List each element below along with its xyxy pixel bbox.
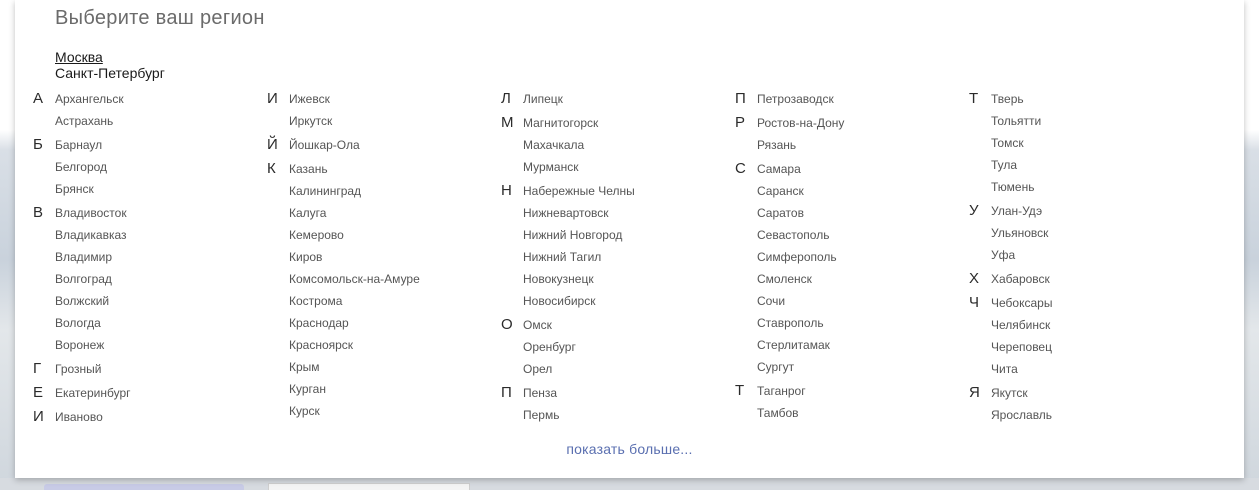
letter-group	[969, 200, 1199, 266]
city-link[interactable]: Волгоград	[55, 272, 112, 286]
city-link[interactable]: Киров	[289, 250, 323, 264]
city-link[interactable]: Пенза	[523, 386, 558, 400]
city-link[interactable]: Грозный	[55, 362, 102, 376]
city-link[interactable]: Астрахань	[55, 114, 114, 128]
letter-group	[735, 112, 965, 156]
city-link[interactable]: Белгород	[55, 160, 108, 174]
city-link[interactable]: Кемерово	[289, 228, 344, 242]
letter-group	[969, 382, 1199, 426]
city-link[interactable]: Иваново	[55, 410, 103, 424]
city-link[interactable]: Рязань	[757, 138, 797, 152]
group-letter: Т	[969, 90, 979, 107]
city-column	[969, 88, 1199, 428]
group-letter: С	[735, 160, 746, 177]
group-letter: Р	[735, 114, 746, 131]
city-link[interactable]: Вологда	[55, 316, 101, 330]
letter-group	[33, 202, 263, 356]
city-column	[33, 88, 263, 430]
city-link[interactable]: Якутск	[991, 386, 1028, 400]
group-letter: И	[267, 90, 278, 107]
city-link[interactable]: Томск	[991, 136, 1024, 150]
city-link[interactable]: Крым	[289, 360, 320, 374]
city-link[interactable]: Чебоксары	[991, 296, 1053, 310]
popular-cities	[55, 49, 165, 81]
city-link[interactable]: Йошкар-Ола	[289, 138, 360, 152]
city-link[interactable]: Тюмень	[991, 180, 1035, 194]
city-link[interactable]: Самара	[757, 162, 801, 176]
group-letter: К	[267, 160, 276, 177]
letter-group	[267, 158, 497, 422]
letter-group	[267, 88, 497, 132]
city-link[interactable]: Нижний Новгород	[523, 228, 623, 242]
city-link[interactable]: Омск	[523, 318, 552, 332]
group-letter: П	[501, 384, 512, 401]
city-link[interactable]: Смоленск	[757, 272, 812, 286]
city-link[interactable]: Севастополь	[757, 228, 830, 242]
city-link[interactable]: Уфа	[991, 248, 1016, 262]
city-link[interactable]: Сургут	[757, 360, 795, 374]
group-letter: Т	[735, 382, 745, 399]
city-link[interactable]: Череповец	[991, 340, 1052, 354]
city-link[interactable]: Екатеринбург	[55, 386, 131, 400]
city-link[interactable]: Махачкала	[523, 138, 585, 152]
city-link[interactable]: Ульяновск	[991, 226, 1049, 240]
city-link[interactable]: Курск	[289, 404, 320, 418]
city-link[interactable]: Саранск	[757, 184, 804, 198]
group-letter: Л	[501, 90, 511, 107]
city-link[interactable]: Магнитогорск	[523, 116, 599, 130]
letter-group	[267, 134, 497, 156]
city-link[interactable]: Новосибирск	[523, 294, 596, 308]
group-letter: Е	[33, 384, 44, 401]
city-link[interactable]: Владикавказ	[55, 228, 127, 242]
city-link[interactable]: Сочи	[757, 294, 786, 308]
city-link[interactable]: Кострома	[289, 294, 343, 308]
city-link[interactable]: Липецк	[523, 92, 563, 106]
city-link[interactable]: Калуга	[289, 206, 327, 220]
show-more-link[interactable]: показать больше...	[566, 441, 693, 457]
group-letter: Й	[267, 136, 278, 153]
group-letter: Г	[33, 360, 42, 377]
city-link[interactable]: Челябинск	[991, 318, 1051, 332]
group-letter: П	[735, 90, 746, 107]
city-link[interactable]: Владимир	[55, 250, 113, 264]
city-link[interactable]: Чита	[991, 362, 1018, 376]
letter-group	[33, 358, 263, 380]
letter-group	[969, 88, 1199, 198]
city-link[interactable]: Брянск	[55, 182, 94, 196]
region-select-popup	[15, 0, 1244, 478]
city-link[interactable]: Калининград	[289, 184, 362, 198]
group-letter: В	[33, 204, 44, 221]
group-letter: У	[969, 202, 979, 219]
city-link[interactable]: Тольятти	[991, 114, 1042, 128]
city-link[interactable]: Стерлитамак	[757, 338, 830, 352]
popular-city-link[interactable]: Санкт-Петербург	[55, 65, 165, 81]
city-link[interactable]: Орел	[523, 362, 553, 376]
popular-city-link[interactable]: Москва	[55, 49, 103, 65]
group-letter: М	[501, 114, 514, 131]
city-link[interactable]: Иркутск	[289, 114, 333, 128]
city-column	[267, 88, 497, 424]
city-link[interactable]: Тула	[991, 158, 1018, 172]
city-link[interactable]: Казань	[289, 162, 328, 176]
city-link[interactable]: Саратов	[757, 206, 804, 220]
city-link[interactable]: Владивосток	[55, 206, 127, 220]
letter-group	[969, 268, 1199, 290]
group-letter: О	[501, 316, 513, 333]
city-link[interactable]: Ярославль	[991, 408, 1053, 422]
letter-group	[501, 112, 731, 178]
city-link[interactable]: Нижний Тагил	[523, 250, 602, 264]
group-letter: А	[33, 90, 44, 107]
popup-title: Выберите ваш регион	[55, 7, 265, 29]
city-link[interactable]: Краснодар	[289, 316, 349, 330]
city-link[interactable]: Пермь	[523, 408, 560, 422]
city-link[interactable]: Мурманск	[523, 160, 579, 174]
city-link[interactable]: Курган	[289, 382, 326, 396]
city-link[interactable]: Ростов-на-Дону	[757, 116, 845, 130]
letter-group	[33, 88, 263, 132]
city-link[interactable]: Новокузнецк	[523, 272, 594, 286]
city-link[interactable]: Петрозаводск	[757, 92, 834, 106]
city-link[interactable]: Улан-Удэ	[991, 204, 1043, 218]
city-link[interactable]: Красноярск	[289, 338, 354, 352]
city-link[interactable]: Нижневартовск	[523, 206, 609, 220]
letter-group	[735, 380, 965, 424]
letter-group	[735, 88, 965, 110]
city-link[interactable]: Барнаул	[55, 138, 103, 152]
city-column	[735, 88, 965, 426]
letter-group	[501, 180, 731, 312]
city-link[interactable]: Архангельск	[55, 92, 124, 106]
letter-group	[501, 88, 731, 110]
letter-group	[33, 134, 263, 200]
letter-group	[501, 382, 731, 426]
city-link[interactable]: Симферополь	[757, 250, 837, 264]
letter-group	[735, 158, 965, 378]
group-letter: Я	[969, 384, 980, 401]
city-link[interactable]: Ставрополь	[757, 316, 824, 330]
city-column	[501, 88, 731, 428]
group-letter: Н	[501, 182, 512, 199]
city-link[interactable]: Таганрог	[757, 384, 806, 398]
background-button	[44, 484, 244, 490]
city-link[interactable]: Комсомольск-на-Амуре	[289, 272, 420, 286]
group-letter: Б	[33, 136, 43, 153]
city-link[interactable]: Оренбург	[523, 340, 576, 354]
letter-group	[33, 406, 263, 428]
background-input	[268, 483, 470, 490]
city-link[interactable]: Воронеж	[55, 338, 105, 352]
city-link[interactable]: Ижевск	[289, 92, 330, 106]
city-link[interactable]: Набережные Челны	[523, 184, 635, 198]
city-link[interactable]: Волжский	[55, 294, 110, 308]
letter-group	[501, 314, 731, 380]
city-link[interactable]: Тверь	[991, 92, 1024, 106]
letter-group	[33, 382, 263, 404]
city-link[interactable]: Тамбов	[757, 406, 799, 420]
group-letter: Ч	[969, 294, 979, 311]
group-letter: Х	[969, 270, 980, 287]
letter-group	[969, 292, 1199, 380]
group-letter: И	[33, 408, 44, 425]
city-link[interactable]: Хабаровск	[991, 272, 1050, 286]
